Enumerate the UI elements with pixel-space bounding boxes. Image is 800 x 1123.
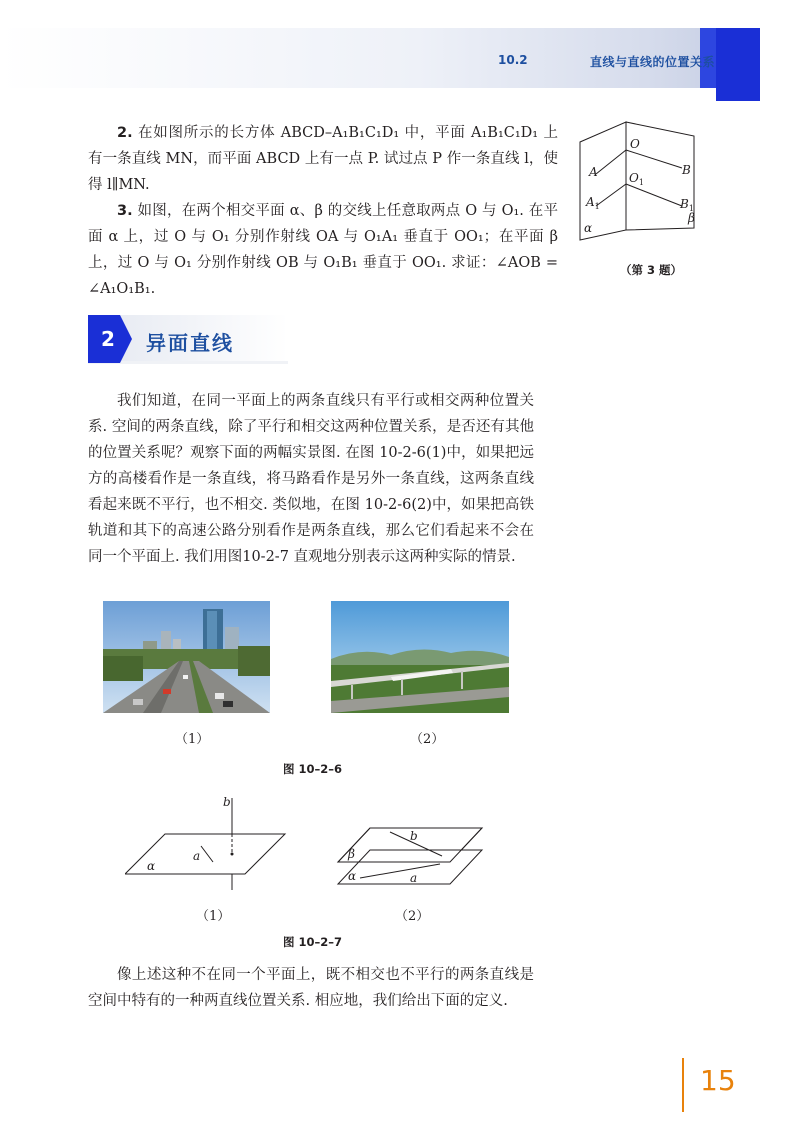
svg-text:B1: $B_1$ <box>680 197 694 213</box>
svg-text:A <box>588 165 598 179</box>
label-b-2: b <box>410 829 418 843</box>
fig-10-2-6-sub2: （2） <box>410 732 445 747</box>
fig-10-2-7-sub2: （2） <box>395 909 430 924</box>
label-alpha-2: α <box>348 869 357 883</box>
exercise-3-number: 3. <box>117 203 133 219</box>
svg-text:β <box>347 847 355 861</box>
fig-10-2-6-sub1: （1） <box>175 732 210 747</box>
svg-text:a <box>193 849 200 863</box>
photo-high-speed-rail <box>331 601 509 713</box>
exercise-3-diagram <box>572 112 732 252</box>
svg-text:O1: $O_1$ <box>629 171 644 187</box>
svg-text:β <box>687 211 695 225</box>
svg-text:α <box>147 859 155 873</box>
label-B1: B <box>680 197 689 211</box>
photo-city-road <box>103 601 270 713</box>
exercise-2 <box>88 120 558 198</box>
exercise-3 <box>88 198 558 302</box>
fig-10-2-7-caption: 图 10–2–7 <box>283 935 343 949</box>
svg-text:b <box>410 829 418 843</box>
label-B: B <box>682 163 691 177</box>
label-a-2: a <box>410 871 418 885</box>
label-a: a <box>193 849 201 863</box>
fig-10-2-7-diagram-1 <box>125 790 295 900</box>
svg-text:O <box>630 137 640 151</box>
label-beta: β <box>688 211 695 225</box>
fig-10-2-7-sub1: （1） <box>196 909 231 924</box>
svg-text:b <box>223 795 231 809</box>
svg-text:B <box>681 163 691 177</box>
section-number: 2 <box>101 327 115 351</box>
closing-text: 像上述这种不在同一个平面上，既不相交也不平行的两条直线是空间中特有的一种两直线位置关系. 相应地，我们给出下面的定义. <box>88 967 534 1009</box>
section-title: 异面直线 <box>146 331 234 355</box>
label-A1: A <box>586 195 595 209</box>
label-A: A <box>589 165 598 179</box>
header-section-number: 10.2 <box>498 53 528 67</box>
closing-paragraph <box>88 962 534 1014</box>
label-beta-2: β <box>348 847 355 861</box>
intro-text: 我们知道，在同一平面上的两条直线只有平行或相交两种位置关系. 空间的两条直线，除了平行和相交这两种位置关系，是否还有其他的位置关系呢？观察下面的两幅实景图. 在图 10-2-6(1)中，如果把远方的高楼看作是一条直线，将马路看作是另外一条直线，这两条直线看起来既不平行，也不相交. 类似地，在图 10-2-6(2)中，如果把高铁轨道和其下的高速公路分别看作是两条直线，那么它们看起来不会在同一个平面上. 我们用图10-2-7 直观地分别表示这两种实际的情景. <box>88 393 534 565</box>
fig-10-2-6-caption: 图 10–2–6 <box>283 762 343 776</box>
page-number: 15 <box>700 1064 736 1097</box>
label-alpha: α <box>147 859 156 873</box>
exercise-2-number: 2. <box>117 125 133 141</box>
label-O1: O <box>629 171 639 185</box>
svg-text:α <box>584 221 592 235</box>
label-alpha: α <box>584 221 593 235</box>
svg-text:a <box>410 871 417 885</box>
exercise-3-caption: （第 3 题） <box>620 263 683 277</box>
exercise-2-text: 在如图所示的长方体 ABCD–A₁B₁C₁D₁ 中，平面 A₁B₁C₁D₁ 上有一条直线 MN，而平面 ABCD 上有一点 P. 试过点 P 作一条直线 l，使得 l∥MN. <box>88 125 558 193</box>
svg-text:α <box>348 869 356 883</box>
intro-paragraph <box>88 388 534 570</box>
fig-10-2-7-diagram-2 <box>330 818 490 898</box>
header-bar <box>0 0 800 101</box>
header-section-title: 直线与直线的位置关系 <box>590 55 716 69</box>
label-O: O <box>630 137 640 151</box>
label-b: b <box>223 795 231 809</box>
exercises-block <box>88 120 558 302</box>
svg-text:A1: $A_1$ <box>586 195 600 211</box>
page-number-rule <box>682 1058 684 1112</box>
exercise-3-text: 如图，在两个相交平面 α、β 的交线上任意取两点 O 与 O₁. 在平面 α 上，过 O 与 O₁ 分别作射线 OA 与 O₁A₁ 垂直于 OO₁；在平面 β 上，过 O 与 O₁ 分别作射线 OB 与 O₁B₁ 垂直于 OO₁. 求证：∠AOB = ∠A₁O₁B₁. <box>88 203 559 297</box>
